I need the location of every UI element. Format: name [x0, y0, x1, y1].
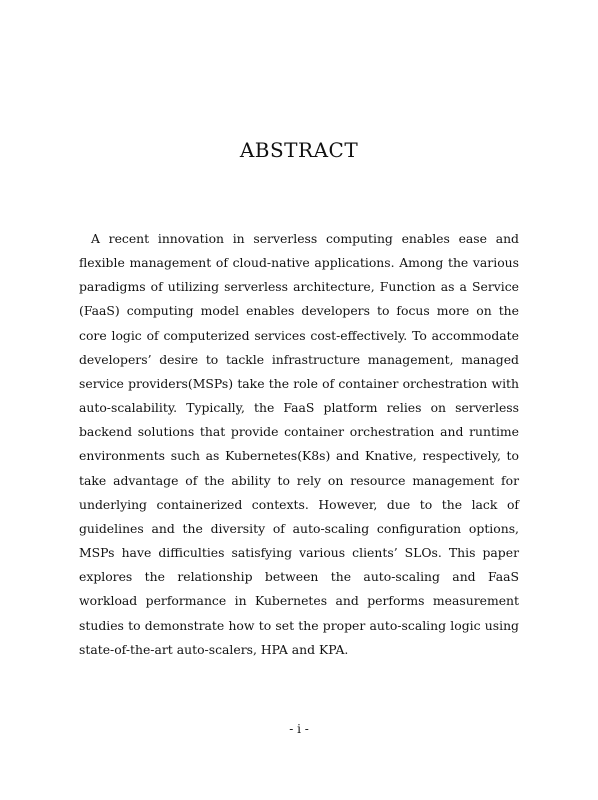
abstract-heading: ABSTRACT [239, 138, 359, 162]
page-number: - i - [289, 722, 309, 736]
abstract-paragraph: A recent innovation in serverless computing enables ease and flexible management of cloud-native applications. Among the various paradigms of utilizing serverless architecture, Function as a Service (FaaS) computing model enables developers to focus more on the core logic of computerized services cost-effectively. To accommodate developers’ desire to tackle infrastructure management, managed service providers(MSPs) take the role of container orchestration with auto-scalability. Typically, the FaaS platform relies on serverless backend solutions that provide container orchestration and runtime environments such as Kubernetes(K8s) and Knative, respectively, to take advantage of the ability to rely on resource management for underlying containerized contexts. However, due to the lack of guidelines and the diversity of auto-scaling configuration options, MSPs have difficulties satisfying various clients’ SLOs. This paper explores the relationship between the auto-scaling and FaaS workload performance in Kubernetes and performs measurement studies to demonstrate how to set the proper auto-scaling logic using state-of-the-art auto-scalers, HPA and KPA. [79, 231, 519, 657]
